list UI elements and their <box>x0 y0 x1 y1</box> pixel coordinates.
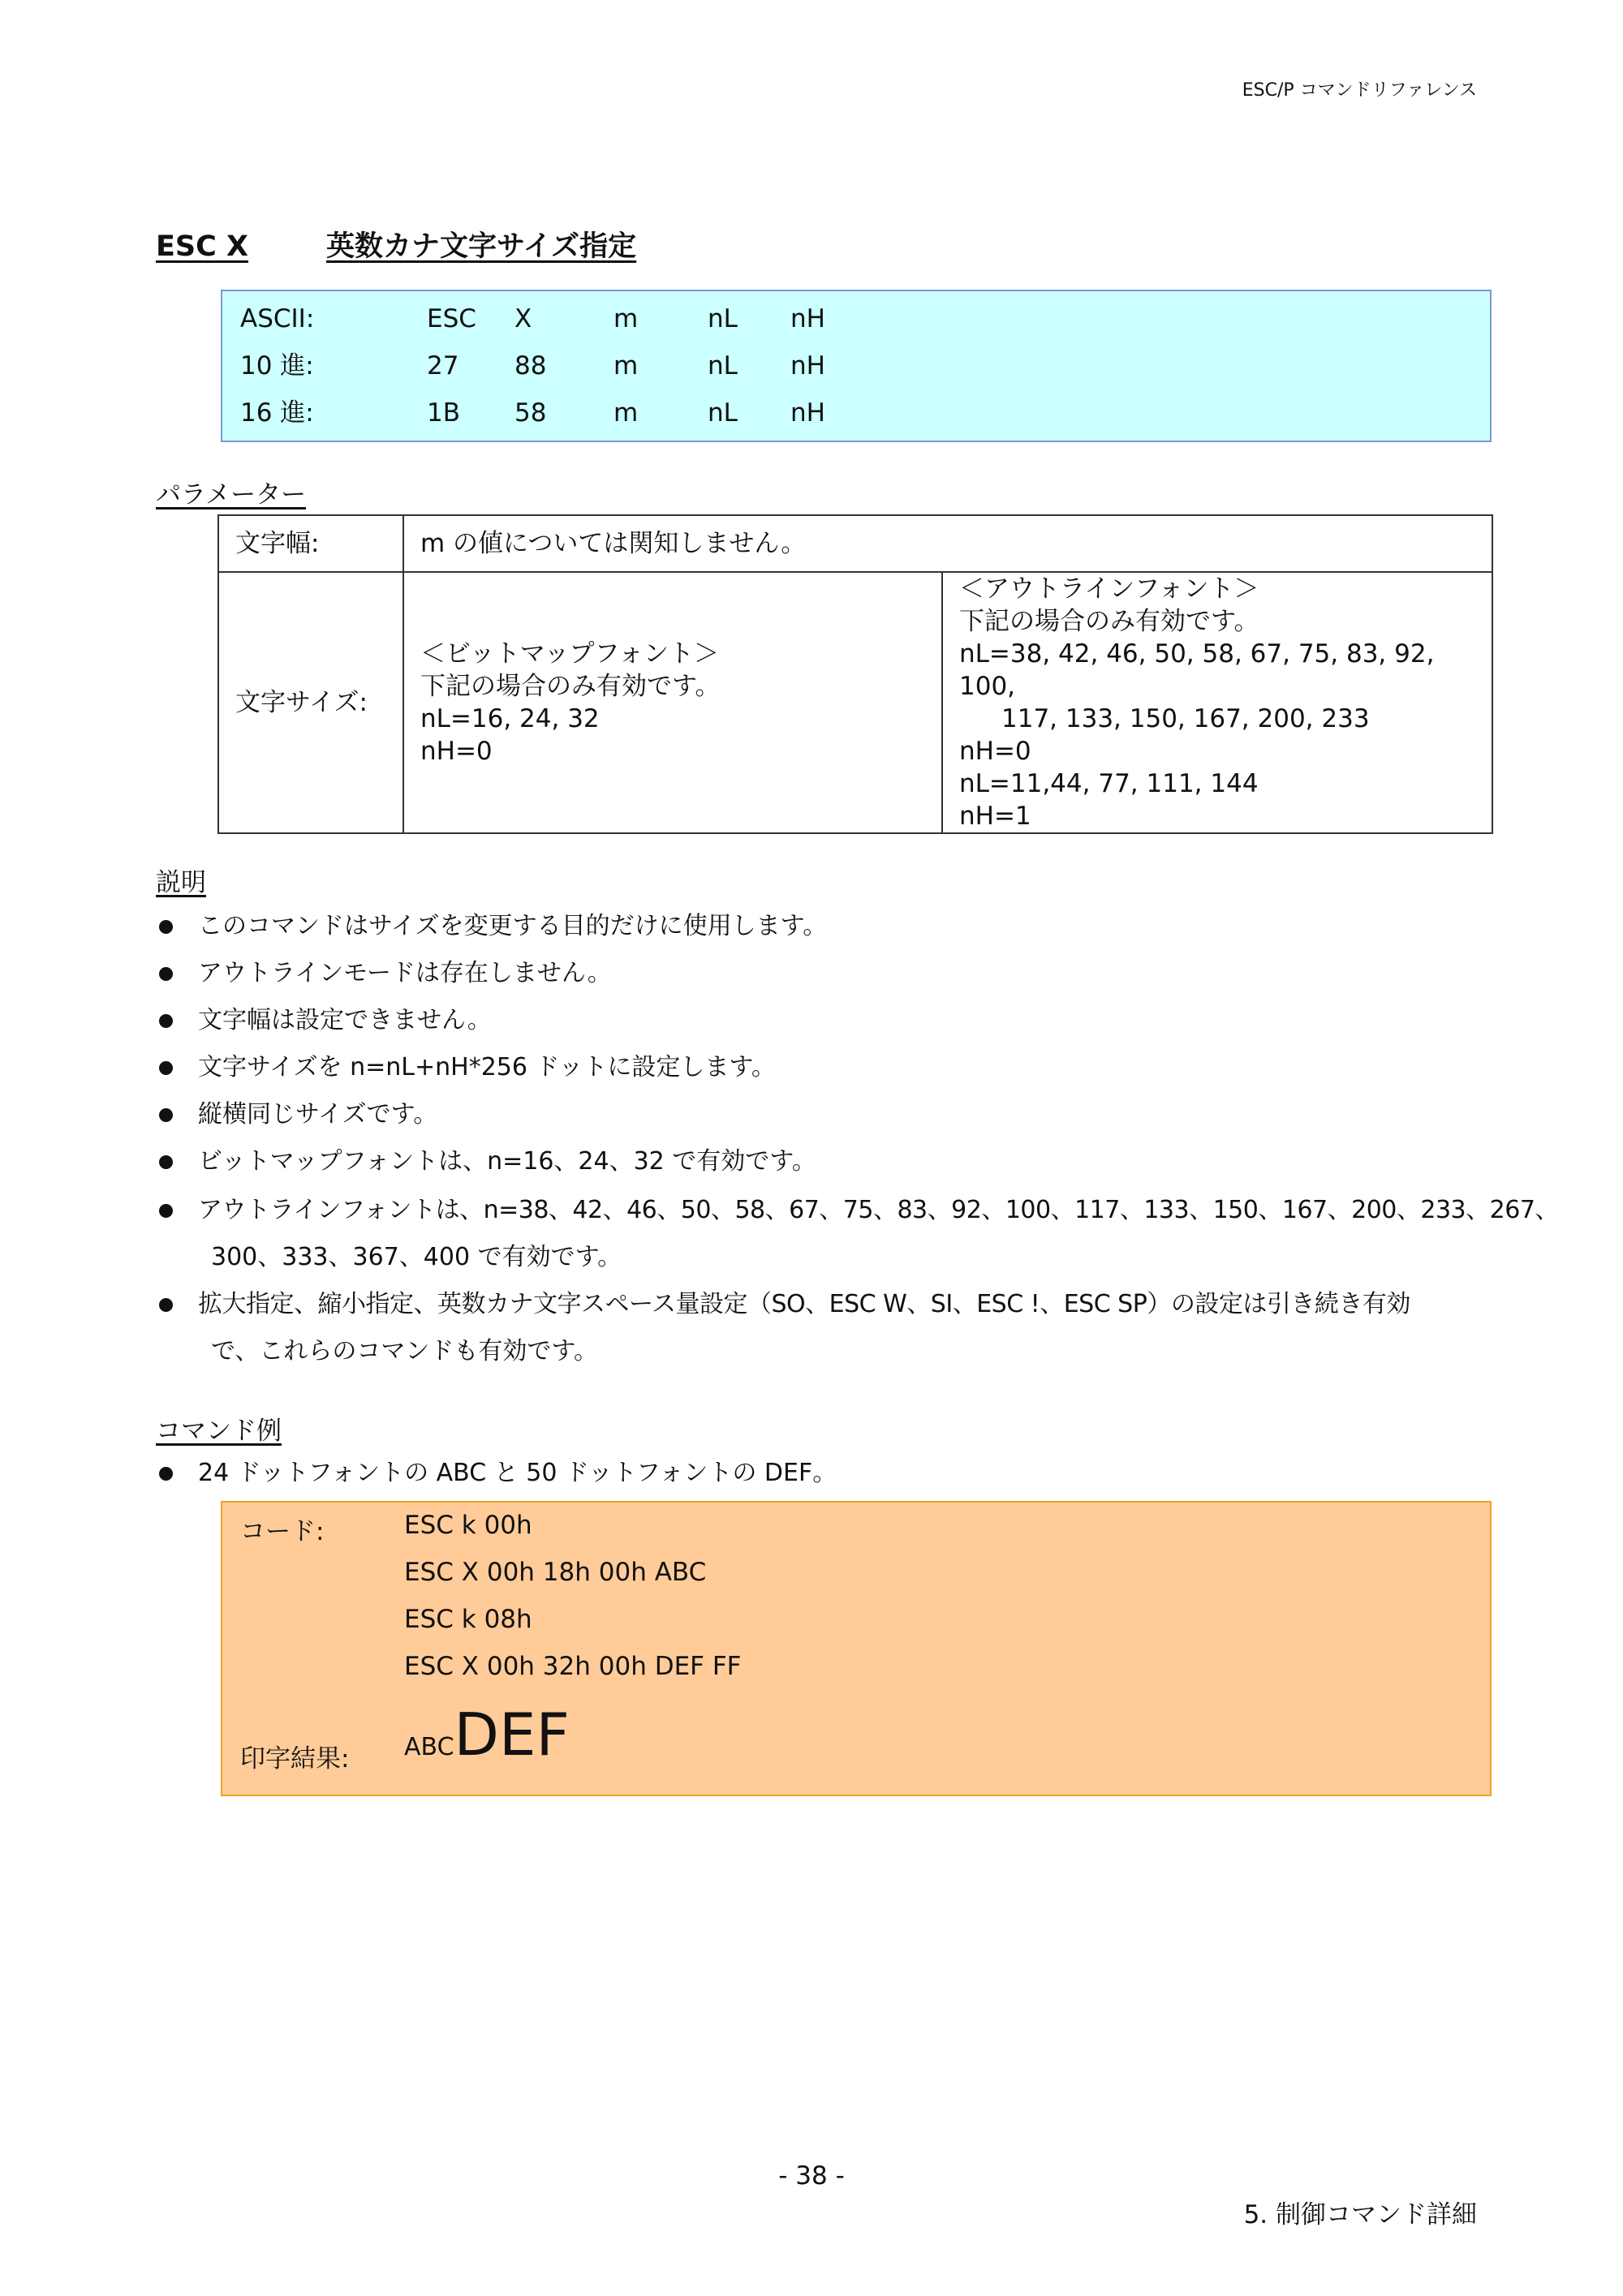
bitmap-font-cell: ＜ビットマップフォント＞ 下記の場合のみ有効です。 nL=16, 24, 32 nH=0 <box>403 572 942 833</box>
parameters-table <box>217 514 1493 834</box>
table-row <box>218 572 1492 833</box>
table-row <box>218 515 1492 572</box>
width-label: 文字幅: <box>218 515 403 572</box>
code-line: ESC X 00h 32h 00h DEF FF <box>404 1652 742 1681</box>
bullet-icon <box>159 920 173 934</box>
size-label: 文字サイズ: <box>218 572 403 833</box>
code-line: ESC k 00h <box>404 1511 532 1540</box>
page-title <box>156 224 636 264</box>
bullet-icon <box>159 1467 173 1481</box>
example-heading: コマンド例 <box>156 1417 282 1446</box>
bullet-icon <box>159 1061 173 1075</box>
outline-font-cell: ＜アウトラインフォント＞ 下記の場合のみ有効です。 nL=38, 42, 46, 50, 58, 67, 75, 83, 92, 100, 117, 133, 150, 167, 200, 233 nH=0 nL=11,44, 77, 111, 144 nH=1 <box>942 572 1492 833</box>
bullet-icon <box>159 1204 173 1218</box>
running-header: ESC/P コマンドリファレンス <box>1242 80 1477 101</box>
bullet-icon <box>159 1108 173 1122</box>
parameters-heading: パラメーター <box>156 480 307 510</box>
result-large-text: DEF <box>454 1701 570 1769</box>
code-line: ESC X 00h 18h 00h ABC <box>404 1558 707 1587</box>
description-heading: 説明 <box>156 868 206 897</box>
command-format-box: ASCII: ESC X m nL nH 10 進: 27 88 m nL nH 16 進: 1B 58 m nL nH <box>221 290 1492 442</box>
page-number: - 38 - <box>778 2161 845 2191</box>
code-example-box <box>221 1501 1492 1796</box>
width-description: m の値については関知しません。 <box>403 515 1492 572</box>
print-result <box>404 1701 570 1769</box>
bullet-icon <box>159 1298 173 1312</box>
command-name: ESC X <box>156 230 248 263</box>
result-label: 印字結果: <box>240 1744 350 1774</box>
code-line: ESC k 08h <box>404 1605 532 1634</box>
chapter-footer: 5. 制御コマンド詳細 <box>1243 2200 1477 2229</box>
command-description: 英数カナ文字サイズ指定 <box>325 230 637 263</box>
code-label: コード: <box>240 1517 325 1546</box>
bullet-icon <box>159 967 173 981</box>
result-small-text: ABC <box>404 1733 454 1761</box>
bullet-icon <box>159 1014 173 1028</box>
bullet-icon <box>159 1155 173 1169</box>
